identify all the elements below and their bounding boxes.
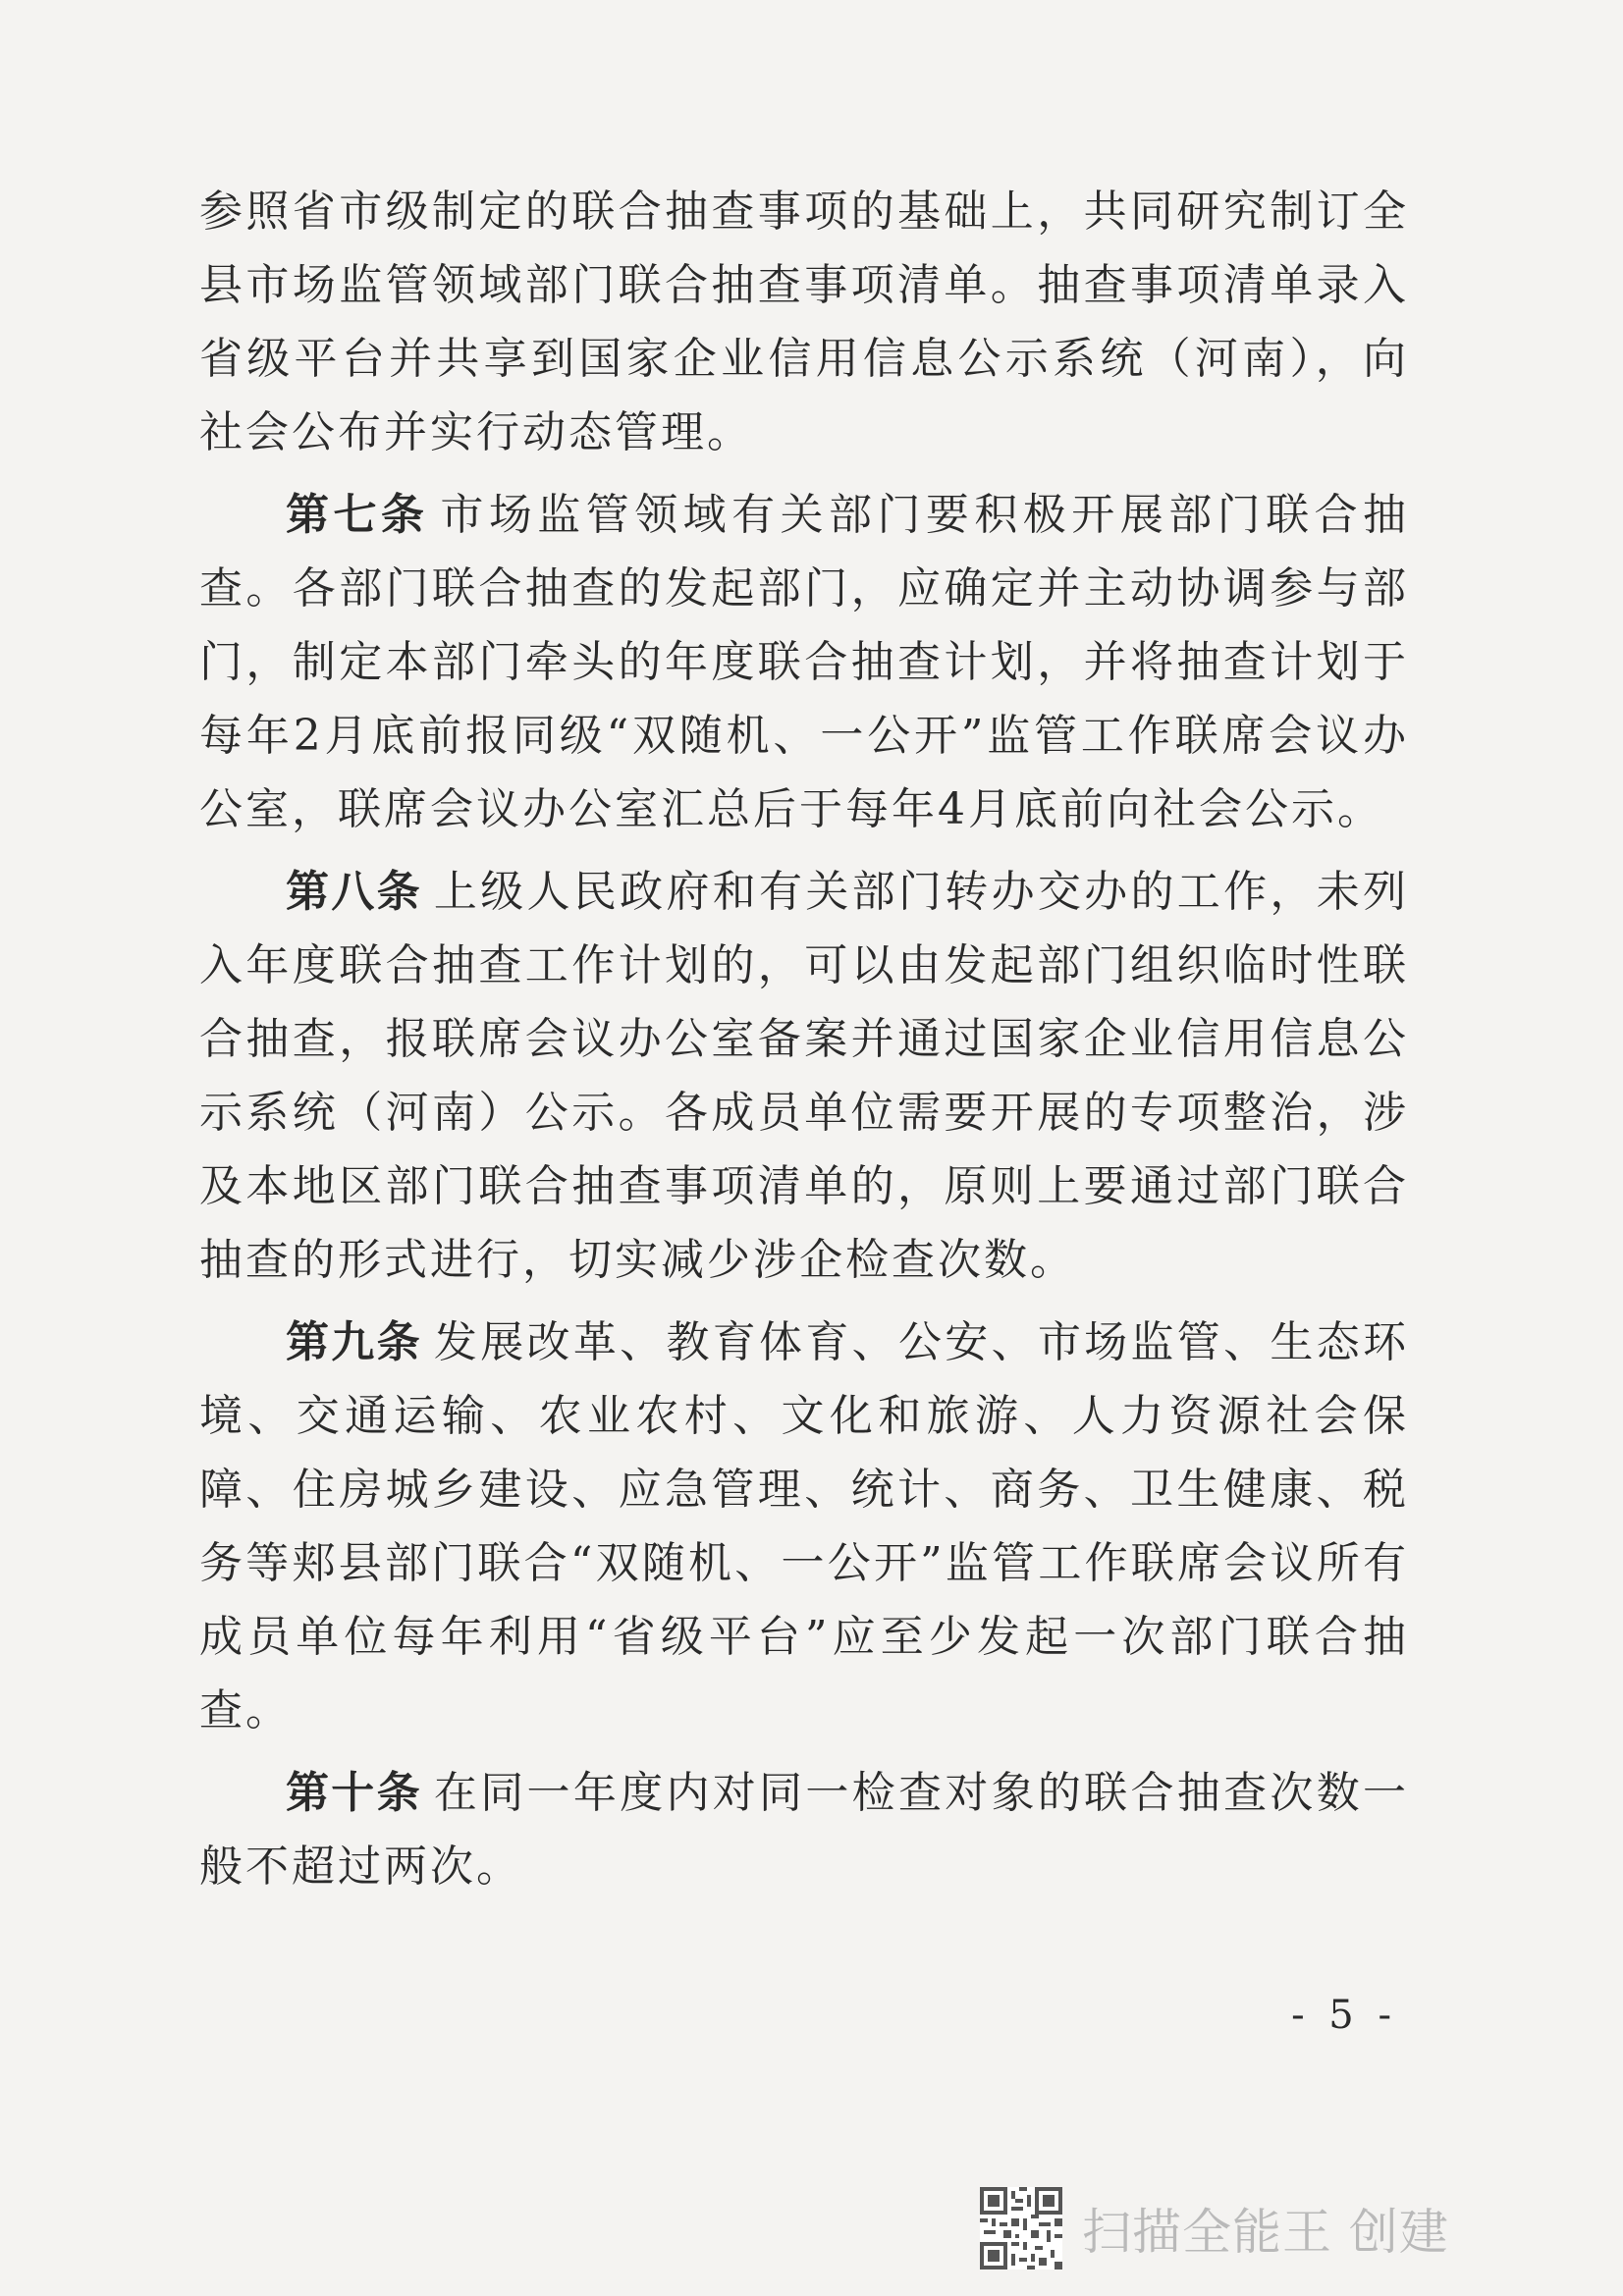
paragraph-text: 在同一年度内对同一检查对象的联合抽查次数一般不超过两次。 — [199, 1768, 1410, 1892]
article-heading: 第十条 — [286, 1768, 422, 1818]
article-9 — [199, 1306, 1409, 1747]
paragraph-text: 市场监管领域有关部门要积极开展部门联合抽查。各部门联合抽查的发起部门，应确定并主动协调参与部门，制定本部门牵头的年度联合抽查计划，并将抽查计划于每年2月底前报同级“双随机、一公开”监管工作联席会议办公室，联席会议办公室汇总后于每年4月底前向社会公示。 — [199, 490, 1410, 834]
article-8 — [199, 855, 1409, 1297]
article-heading: 第八条 — [286, 867, 422, 917]
paragraph-text: 上级人民政府和有关部门转办交办的工作，未列入年度联合抽查工作计划的，可以由发起部门组织临时性联合抽查，报联席会议办公室备案并通过国家企业信用信息公示系统（河南）公示。各成员单位需要开展的专项整治，涉及本地区部门联合抽查事项清单的，原则上要通过部门联合抽查的形式进行，切实减少涉企检查次数。 — [199, 867, 1410, 1285]
qr-code-icon — [980, 2187, 1062, 2269]
paragraph-text: 参照省市级制定的联合抽查事项的基础上，共同研究制订全县市场监管领域部门联合抽查事项清单。抽查事项清单录入省级平台并共享到国家企业信用信息公示系统（河南），向社会公布并实行动态管理。 — [199, 187, 1409, 457]
paragraph-text: 发展改革、教育体育、公安、市场监管、生态环境、交通运输、农业农村、文化和旅游、人力资源社会保障、住房城乡建设、应急管理、统计、商务、卫生健康、税务等郏县部门联合“双随机、一公开”监管工作联席会议所有成员单位每年利用“省级平台”应至少发起一次部门联合抽查。 — [199, 1317, 1410, 1735]
paragraph-continuation — [199, 175, 1409, 469]
article-10 — [199, 1756, 1409, 1903]
page-number: - 5 - — [1291, 1993, 1397, 2038]
scanner-watermark — [980, 2187, 1449, 2269]
article-heading: 第九条 — [286, 1317, 422, 1367]
document-body — [199, 175, 1409, 1912]
watermark-text: 扫描全能王 创建 — [1082, 2204, 1449, 2261]
article-7 — [199, 478, 1409, 846]
article-heading: 第七条 — [286, 490, 429, 540]
